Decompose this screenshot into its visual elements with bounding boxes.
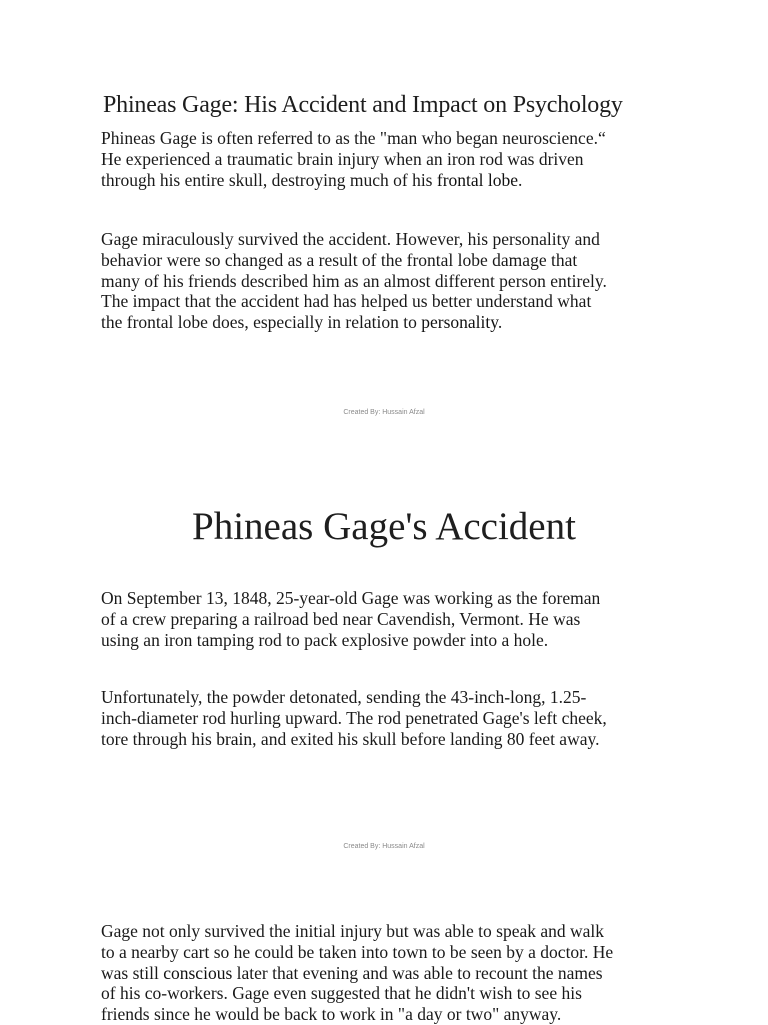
paragraph-line: inch-diameter rod hurling upward. The rod penetrated Gage's left cheek,	[101, 707, 607, 728]
paragraph-line: of a crew preparing a railroad bed near Cavendish, Vermont. He was	[101, 608, 581, 629]
impact-paragraph	[101, 229, 681, 333]
paragraph-line: Gage miraculously survived the accident. However, his personality and	[101, 229, 600, 249]
paragraph-line: Unfortunately, the powder detonated, sending the 43-inch-long, 1.25-	[101, 687, 587, 707]
paragraph-line: through his entire skull, destroying much of his frontal lobe.	[101, 169, 523, 190]
paragraph-line: He experienced a traumatic brain injury when an iron rod was driven	[101, 148, 584, 169]
paragraph-line: On September 13, 1848, 25-year-old Gage was working as the foreman	[101, 588, 601, 608]
link-personality[interactable]: personality	[421, 312, 498, 333]
author-credit: Created By: Hussain Afzal	[343, 843, 425, 850]
page-title: Phineas Gage: His Accident and Impact on Psychology	[103, 92, 623, 118]
survival-paragraph	[101, 921, 681, 1025]
accident-paragraph	[101, 588, 681, 650]
author-credit: Created By: Hussain Afzal	[343, 409, 425, 416]
paragraph-line: Gage not only survived the initial injury but was able to speak and walk	[101, 921, 605, 941]
paragraph-line: many of his friends described him as an almost different person entirely.	[101, 270, 607, 291]
paragraph-line: friends since he would be back to work in "a day or two" anyway.	[101, 1004, 562, 1025]
paragraph-line: the frontal lobe does, especially in relation to personality.	[101, 312, 503, 333]
paragraph-line: using an iron tamping rod to pack explosive powder into a hole.	[101, 629, 549, 650]
paragraph-line: to a nearby cart so he could be taken into town to be seen by a doctor. He	[101, 941, 614, 962]
link-frontal-lobe[interactable]: frontal lobe	[436, 169, 519, 190]
intro-paragraph	[101, 128, 681, 190]
link-conscious[interactable]: conscious	[163, 962, 233, 983]
link-brain[interactable]: brain	[216, 728, 253, 749]
paragraph-line: tore through his brain, and exited his skull before landing 80 feet away.	[101, 728, 600, 749]
paragraph-line: Phineas Gage is often referred to as the "man who began neuroscience.“	[101, 128, 606, 148]
detonation-paragraph	[101, 687, 681, 749]
section-title: Phineas Gage's Accident	[192, 505, 576, 548]
paragraph-line: of his co-workers. Gage even suggested that he didn't wish to see his	[101, 983, 582, 1004]
paragraph-line: behavior were so changed as a result of the frontal lobe damage that	[101, 249, 578, 270]
paragraph-line: was still conscious later that evening and was able to recount the names	[101, 962, 603, 983]
paragraph-line: The impact that the accident had has helped us better understand what	[101, 291, 592, 312]
